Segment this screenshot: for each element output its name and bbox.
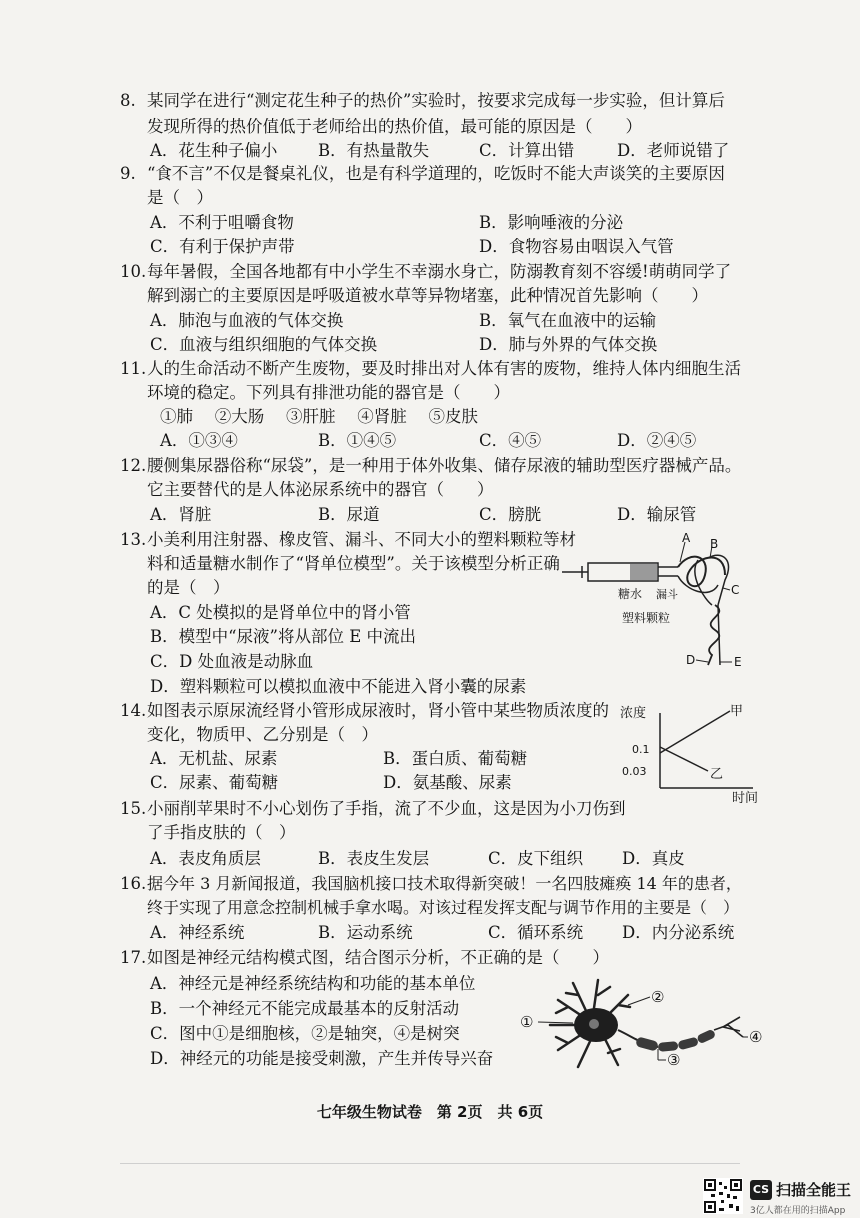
question-stem: 每年暑假，全国各地都有中小学生不幸溺水身亡，防溺教育刻不容缓!萌萌同学了 bbox=[147, 262, 732, 281]
tag-plastic-particles: 塑料颗粒 bbox=[622, 611, 671, 625]
y-axis-title: 浓度 bbox=[620, 706, 647, 721]
question-stem: 它主要替代的是人体泌尿系统中的器官（ ） bbox=[147, 480, 494, 499]
x-axis-title: 时间 bbox=[732, 791, 758, 803]
page-footer: 七年级生物试卷 第 2页 共 6页 bbox=[316, 1103, 544, 1121]
series-label-jia: 甲 bbox=[730, 704, 744, 719]
option-c: C．尿素、葡萄糖 bbox=[150, 773, 279, 792]
question-number: 17. bbox=[120, 948, 147, 967]
question-stem: 环境的稳定。下列具有排泄功能的器官是（ ） bbox=[147, 383, 510, 402]
question-stem: “食不言”不仅是餐桌礼仪，也是有科学道理的，吃饭时不能大声谈笑的主要原因 bbox=[147, 164, 725, 183]
option-b: B．一个神经元不能完成最基本的反射活动 bbox=[150, 999, 460, 1018]
label-c: C bbox=[731, 583, 740, 597]
question-stem: 了手指皮肤的（ ） bbox=[147, 823, 296, 842]
question-number: 8. bbox=[120, 91, 136, 110]
question-stem: 料和适量糖水制作了“肾单位模型”。关于该模型分析正确 bbox=[147, 554, 560, 573]
label-4: ④ bbox=[749, 1028, 763, 1046]
option-b: B．有热量散失 bbox=[318, 141, 430, 160]
tag-funnel: 漏斗 bbox=[656, 588, 678, 601]
option-c: C．计算出错 bbox=[479, 141, 575, 160]
label-a: A bbox=[682, 531, 691, 545]
option-d: D．肺与外界的气体交换 bbox=[479, 335, 658, 354]
question-number: 9. bbox=[120, 164, 136, 183]
option-d: D．氨基酸、尿素 bbox=[383, 773, 512, 792]
option-b: B．尿道 bbox=[318, 505, 380, 524]
scanner-logo: CS bbox=[750, 1180, 772, 1200]
question-number: 13. bbox=[120, 530, 147, 549]
series-label-yi: 乙 bbox=[710, 767, 724, 782]
question-stem: 发现所得的热价值低于老师给出的热价值，最可能的原因是（ ） bbox=[147, 117, 642, 136]
question-stem: 小美利用注射器、橡皮管、漏斗、不同大小的塑料颗粒等材 bbox=[147, 530, 576, 549]
question-stem: 终于实现了用意念控制机械手拿水喝。对该过程发挥支配与调节作用的主要是（ ） bbox=[147, 898, 740, 917]
option-d: D．内分泌系统 bbox=[622, 923, 735, 942]
series-line-jia bbox=[660, 711, 730, 753]
question-stem: 小丽削苹果时不小心划伤了手指，流了不少血，这是因为小刀伤到 bbox=[147, 799, 626, 818]
option-c: C．D 处血液是动脉血 bbox=[150, 652, 314, 671]
option-d: D．真皮 bbox=[622, 849, 685, 868]
option-c: C．有利于保护声带 bbox=[150, 237, 295, 256]
option-c: C．④⑤ bbox=[479, 431, 542, 450]
qr-code-icon bbox=[703, 1178, 743, 1214]
label-d: D bbox=[686, 653, 696, 667]
question-number: 16. bbox=[120, 874, 147, 893]
option-c: C．图中①是细胞核，②是轴突，④是树突 bbox=[150, 1024, 460, 1043]
question-number: 12. bbox=[120, 456, 147, 475]
option-a: A．表皮角质层 bbox=[150, 849, 261, 868]
option-a: A．①③④ bbox=[160, 431, 238, 450]
label-2: ② bbox=[651, 988, 665, 1006]
question-stem: 某同学在进行“测定花生种子的热价”实验时，按要求完成每一步实验，但计算后 bbox=[147, 91, 725, 110]
scanner-tagline: 3亿人都在用的扫描App bbox=[750, 1206, 846, 1216]
option-d: D．神经元的功能是接受刺激，产生并传导兴奋 bbox=[150, 1049, 494, 1068]
option-c: C．循环系统 bbox=[488, 923, 584, 942]
question-stem: 如图是神经元结构模式图，结合图示分析，不正确的是（ ） bbox=[147, 948, 609, 967]
concentration-chart bbox=[618, 703, 758, 803]
option-b: B．运动系统 bbox=[318, 923, 413, 942]
question-number: 14. bbox=[120, 701, 147, 720]
question-number: 10. bbox=[120, 262, 147, 281]
option-a: A．C 处模拟的是肾单位中的肾小管 bbox=[150, 603, 411, 622]
option-a: A．花生种子偏小 bbox=[150, 141, 278, 160]
question-stem: 人的生命活动不断产生废物，要及时排出对人体有害的废物，维持人体内细胞生活 bbox=[147, 359, 741, 378]
question-stem: 解到溺亡的主要原因是呼吸道被水草等异物堵塞，此种情况首先影响（ ） bbox=[147, 286, 708, 305]
divider bbox=[120, 1163, 740, 1164]
option-a: A．神经元是神经系统结构和功能的基本单位 bbox=[150, 974, 476, 993]
option-a: A．不利于咀嚼食物 bbox=[150, 213, 294, 232]
scanner-name: 扫描全能王 bbox=[776, 1181, 852, 1199]
question-stem: 如图表示原尿流经肾小管形成尿液时，肾小管中某些物质浓度的 bbox=[147, 701, 609, 720]
series-line-yi bbox=[660, 747, 708, 771]
option-a: A．肺泡与血液的气体交换 bbox=[150, 311, 344, 330]
label-1: ① bbox=[520, 1013, 534, 1031]
tick-label: 0.03 bbox=[622, 765, 647, 778]
option-a: A．神经系统 bbox=[150, 923, 245, 942]
option-b: B．表皮生发层 bbox=[318, 849, 430, 868]
label-3: ③ bbox=[667, 1051, 681, 1069]
question-stem: 是（ ） bbox=[147, 188, 213, 207]
question-number: 11. bbox=[120, 359, 147, 378]
question-stem: 的是（ ） bbox=[147, 578, 230, 597]
tag-sugar-water: 糖水 bbox=[618, 587, 643, 601]
option-b: B．氧气在血液中的运输 bbox=[479, 311, 657, 330]
neuron-figure bbox=[518, 975, 768, 1075]
question-stem: 变化，物质甲、乙分别是（ ） bbox=[147, 725, 378, 744]
option-d: D．食物容易由咽误入气管 bbox=[479, 237, 674, 256]
question-number: 15. bbox=[120, 799, 147, 818]
question-stem: 腰侧集尿器俗称“尿袋”，是一种用于体外收集、储存尿液的辅助型医疗器械产品。 bbox=[147, 456, 742, 475]
label-b: B bbox=[710, 537, 719, 551]
kidney-model-figure bbox=[560, 530, 760, 675]
option-c: C．血液与组织细胞的气体交换 bbox=[150, 335, 378, 354]
tick-label: 0.1 bbox=[632, 743, 650, 756]
option-b: B．模型中“尿液”将从部位 E 中流出 bbox=[150, 627, 417, 646]
option-b: B．影响唾液的分泌 bbox=[479, 213, 624, 232]
label-e: E bbox=[734, 655, 742, 669]
option-a: A．无机盐、尿素 bbox=[150, 749, 278, 768]
option-b: B．蛋白质、葡萄糖 bbox=[383, 749, 528, 768]
option-d: D．输尿管 bbox=[617, 505, 697, 524]
question-stem: 据今年 3 月新闻报道，我国脑机接口技术取得新突破！一名四肢瘫痪 14 年的患者， bbox=[147, 874, 742, 893]
option-c: C．皮下组织 bbox=[488, 849, 584, 868]
option-d: D．塑料颗粒可以模拟血液中不能进入肾小囊的尿素 bbox=[150, 677, 527, 696]
option-b: B．①④⑤ bbox=[318, 431, 397, 450]
option-a: A．肾脏 bbox=[150, 505, 212, 524]
option-d: D．老师说错了 bbox=[617, 141, 730, 160]
option-c: C．膀胱 bbox=[479, 505, 542, 524]
organ-list: ①肺 ②大肠 ③肝脏 ④肾脏 ⑤皮肤 bbox=[160, 407, 478, 426]
option-d: D．②④⑤ bbox=[617, 431, 697, 450]
